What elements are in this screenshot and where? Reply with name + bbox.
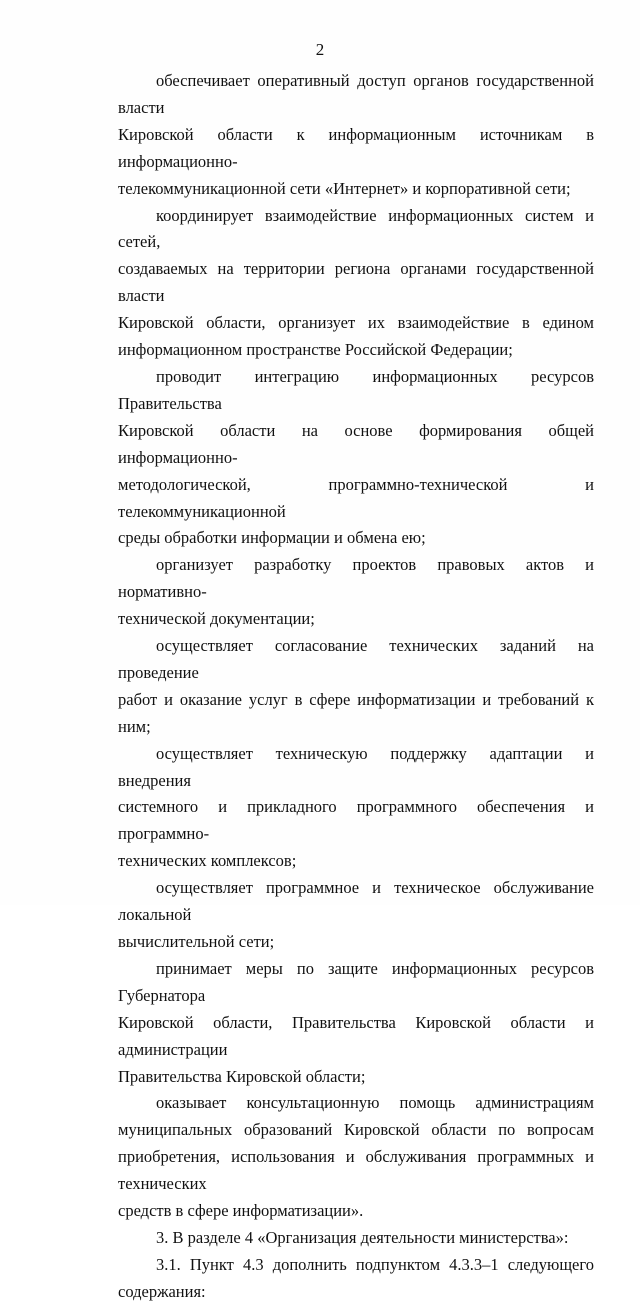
paragraph <box>118 364 594 552</box>
text-line: технических комплексов; <box>118 851 297 871</box>
text-line: создаваемых на территории региона органами государственной власти <box>118 259 594 306</box>
text-line: содержания: <box>118 1281 206 1301</box>
text-line: 3.1. Пункт 4.3 дополнить подпунктом 4.3.3–1 следующего <box>156 1254 594 1274</box>
text-line: 3. В разделе 4 «Организация деятельности министерства»: <box>156 1227 569 1247</box>
text-line: вычислительной сети; <box>118 932 275 951</box>
text-line: осуществляет техническую поддержку адаптации и внедрения <box>118 743 594 790</box>
text-line: Кировской области к информационным источникам в информационно- <box>118 124 594 171</box>
paragraph <box>118 633 594 741</box>
document-body <box>118 68 594 1306</box>
text-line: работ и оказание услуг в сфере информатизации и требований к ним; <box>118 689 594 736</box>
text-line: оказывает консультационную помощь администрациям <box>156 1093 594 1113</box>
text-line: Кировской области, Правительства Кировской области и администрации <box>118 1012 594 1059</box>
paragraph <box>118 741 594 876</box>
paragraph <box>118 956 594 1091</box>
paragraph <box>118 875 594 956</box>
page-number: 2 <box>315 40 325 59</box>
text-line: Кировской области на основе формирования общей информационно- <box>118 420 594 467</box>
paragraph <box>118 1252 594 1306</box>
text-line: средств в сфере информатизации». <box>118 1201 364 1221</box>
text-line: среды обработки информации и обмена ею; <box>118 528 426 548</box>
paragraph <box>118 68 594 203</box>
text-line: осуществляет согласование технических заданий на проведение <box>118 636 594 682</box>
text-line: Кировской области, организует их взаимодействие в едином <box>118 313 594 333</box>
text-line: проводит интеграцию информационных ресурсов Правительства <box>118 366 594 413</box>
paragraph <box>118 1225 594 1252</box>
text-line: осуществляет программное и техническое обслуживание локальной <box>118 878 594 925</box>
text-line: телекоммуникационной сети «Интернет» и корпоративной сети; <box>118 178 571 198</box>
text-line: информационном пространстве Российской Федерации; <box>118 340 513 360</box>
text-line: методологической, программно-технической и телекоммуникационной <box>118 474 594 521</box>
text-line: приобретения, использования и обслуживания программных и технических <box>118 1147 594 1194</box>
paragraph <box>118 552 594 633</box>
paragraph <box>118 1090 594 1225</box>
paragraph <box>118 203 594 364</box>
text-line: координирует взаимодействие информационных систем и сетей, <box>118 205 594 252</box>
text-line: системного и прикладного программного обеспечения и программно- <box>118 797 594 844</box>
text-line: муниципальных образований Кировской области по вопросам <box>118 1120 594 1140</box>
text-line: Правительства Кировской области; <box>118 1066 366 1086</box>
text-line: организует разработку проектов правовых актов и нормативно- <box>118 555 594 602</box>
text-line: технической документации; <box>118 609 315 629</box>
text-line: обеспечивает оперативный доступ органов государственной власти <box>118 71 594 117</box>
text-line: принимает меры по защите информационных ресурсов Губернатора <box>118 958 594 1005</box>
